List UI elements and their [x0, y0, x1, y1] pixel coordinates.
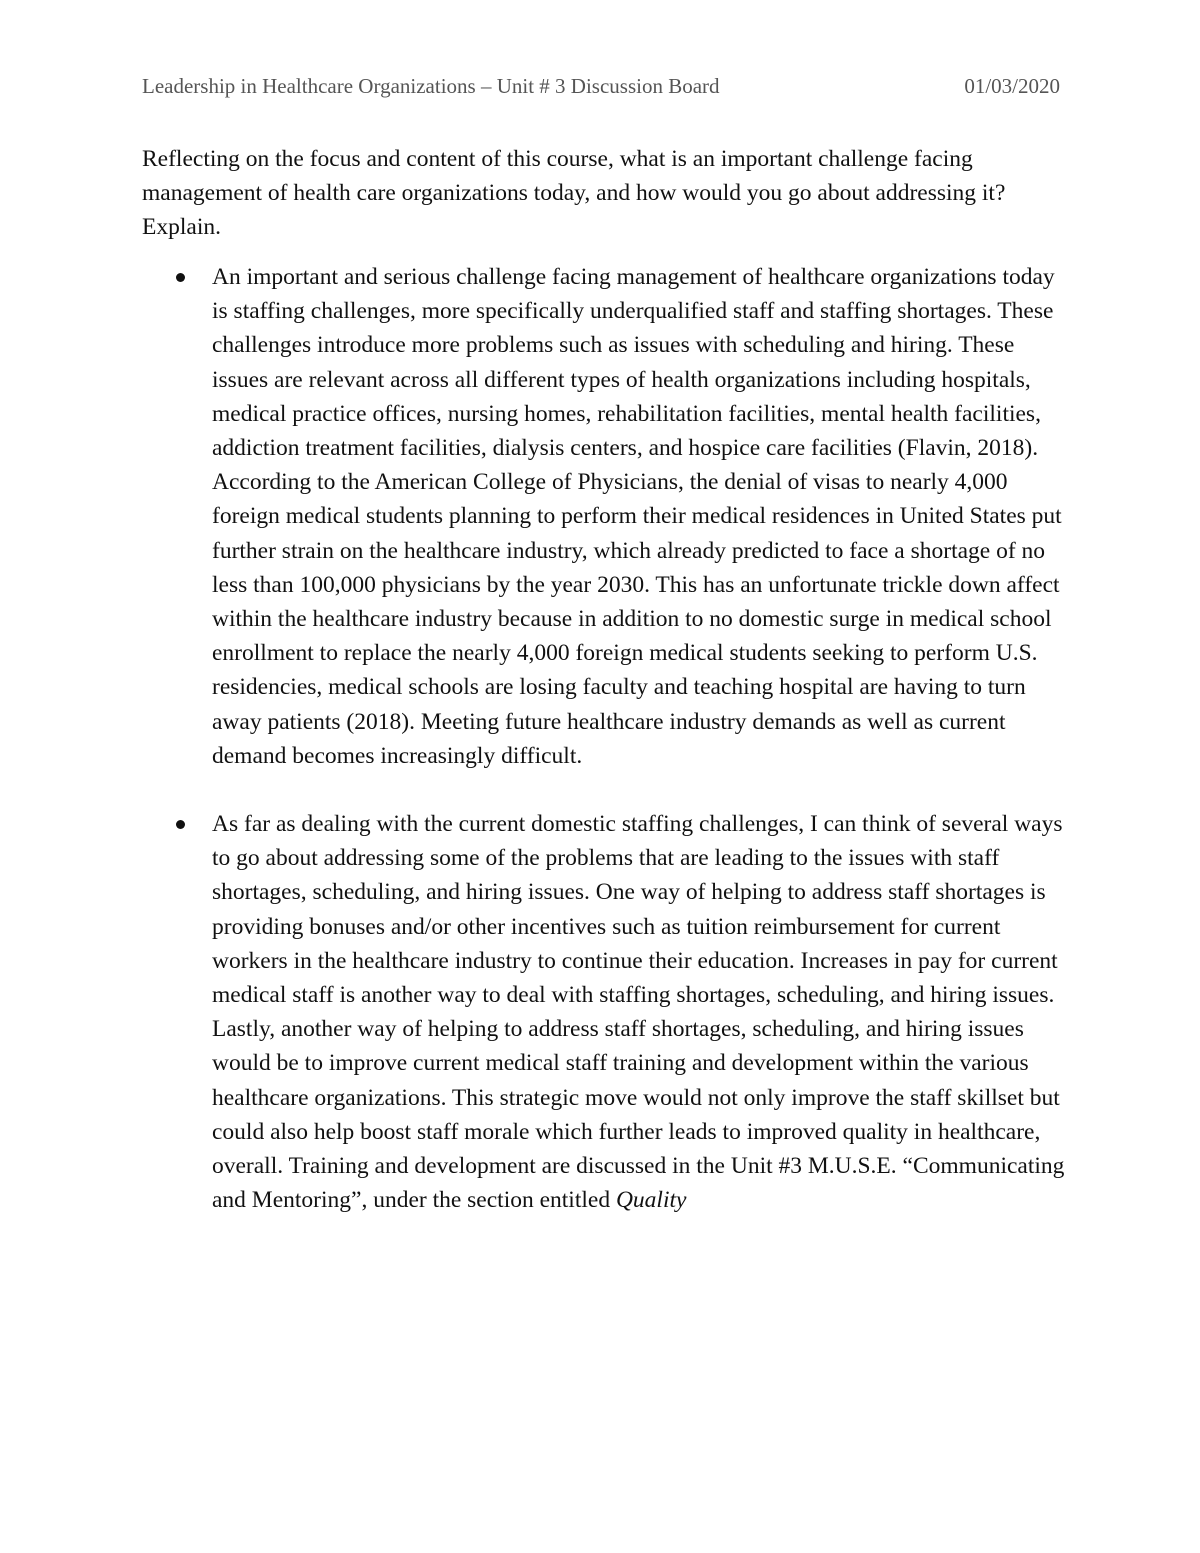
header-date: 01/03/2020 — [964, 74, 1060, 98]
bullet-2-italic-tail: Quality — [615, 1187, 687, 1214]
discussion-question: Reflecting on the focus and content of this course, what is an important challenge facing management of health care organizations today, and how would you go about addressing it? Explain. — [142, 146, 1006, 241]
answer-bullet-list — [142, 260, 1072, 1217]
bullet-2-text: As far as dealing with the current domestic staffing challenges, I can think of several ways to go about addressing some of the problems that are leading to the issues with staff shortages, scheduling, and hiring issues. One way of helping to address staff shortages is providing bonuses and/or other incentives such as tuition reimbursement for current workers in the healthcare industry to continue their education. Increases in pay for current medical staff is another way to deal with staffing shortages, scheduling, and hiring issues. Lastly, another way of helping to address staff shortages, scheduling, and hiring issues would be to improve current medical staff training and development within the various healthcare organizations. This strategic move would not only improve the staff skillset but could also help boost staff morale which further leads to improved quality in healthcare, overall. Training and development are discussed in the Unit #3 M.U.S.E. “Communicating and Mentoring”, under the section entitled — [212, 811, 1065, 1214]
answer-bullet-1 — [142, 260, 1072, 773]
bullet-1-text: An important and serious challenge facing management of healthcare organizations today is staffing challenges, more specifically underqualified staff and staffing shortages. These challenges introduce more problems such as issues with scheduling and hiring. These issues are relevant across all different types of health organizations including hospitals, medical practice offices, nursing homes, rehabilitation facilities, mental health facilities, addiction treatment facilities, dialysis centers, and hospice care facilities (Flavin, 2018). According to the American College of Physicians, the denial of visas to nearly 4,000 foreign medical students planning to perform their medical residences in United States put further strain on the healthcare industry, which already predicted to face a shortage of no less than 100,000 physicians by the year 2030. This has an unfortunate trickle down affect within the healthcare industry because in addition to no domestic surge in medical school enrollment to replace the nearly 4,000 foreign medical students seeking to perform U.S. residencies, medical schools are losing faculty and teaching hospital are having to turn away patients (2018). Meeting future healthcare industry demands as well as current demand becomes increasingly difficult. — [212, 264, 1062, 769]
page-header — [142, 72, 1060, 100]
bullet-dot-icon — [176, 273, 185, 282]
answer-bullet-2 — [142, 807, 1072, 1217]
header-title: Leadership in Healthcare Organizations – Unit # 3 Discussion Board — [142, 74, 720, 98]
bullet-dot-icon — [176, 820, 185, 829]
